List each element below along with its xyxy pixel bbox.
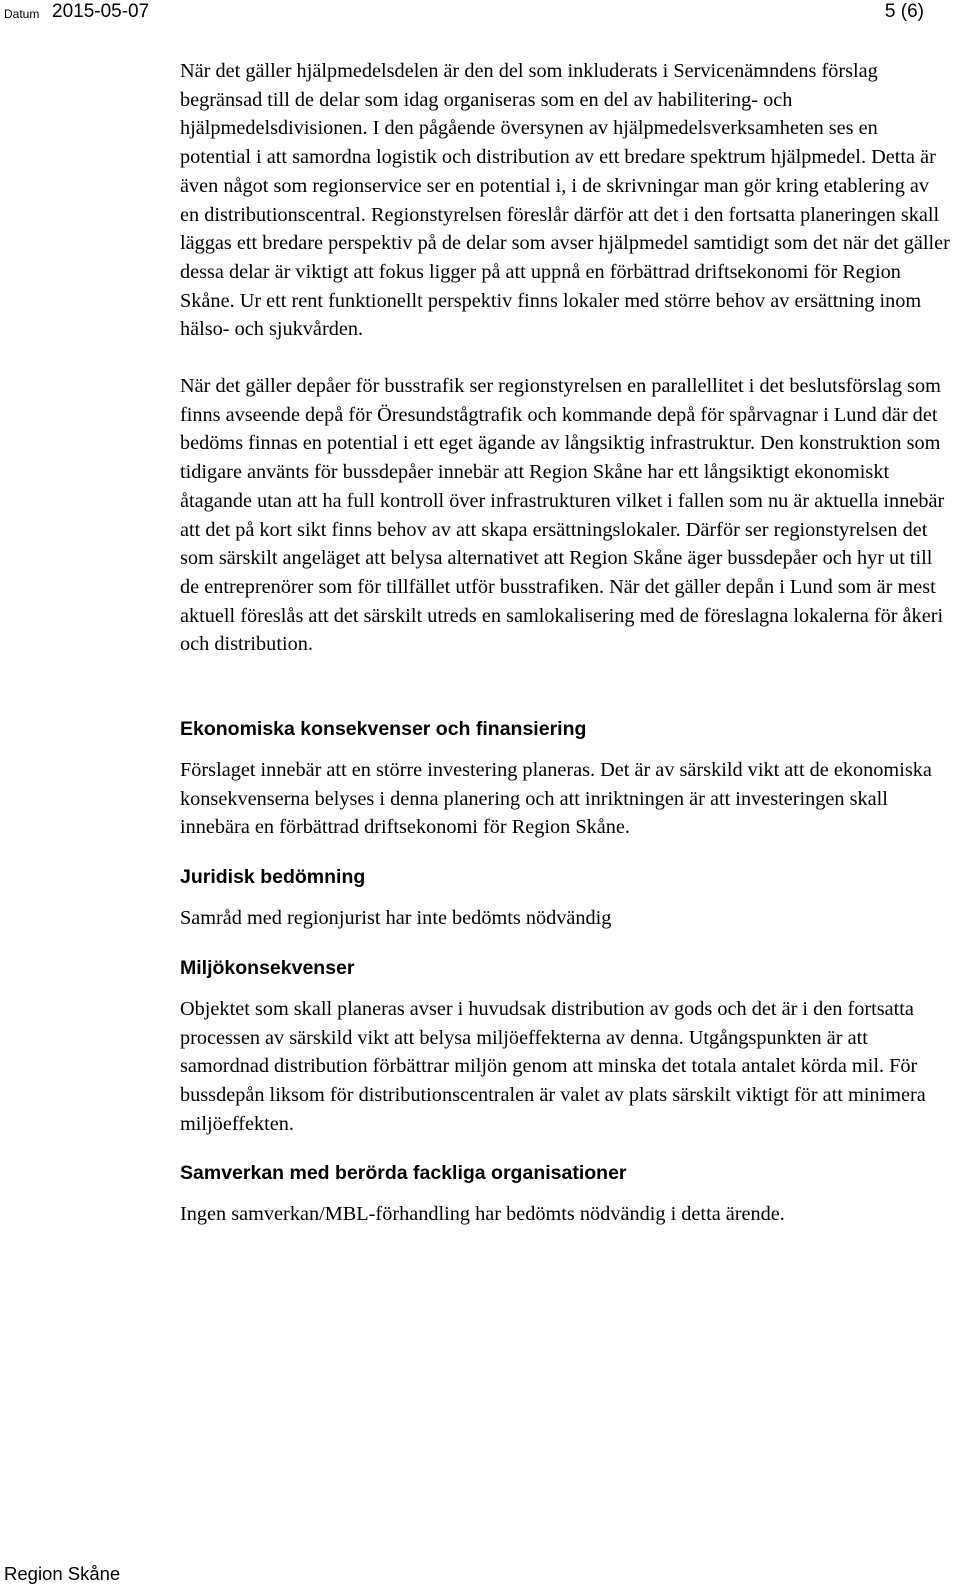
paragraph-samverkan: Ingen samverkan/MBL-förhandling har bedömts nödvändig i detta ärende. (180, 1203, 785, 1226)
paragraph-hjalpmedel: När det gäller hjälpmedelsdelen är den del som inkluderats i Servicenämndens förslag begränsad till de delar som idag organiseras som en del av habilitering- och hjälpmedelsdivisionen. I den pågående översynen av hjälpmedelsverksamheten ses en potential i att samordna logistik och distribution av ett bredare spektrum hjälpmedel. Detta är även något som regionservice ser en potential i, i de skrivningar man gör kring etablering av en distributionscentral. Regionstyrelsen föreslår därför att det i den fortsatta planeringen skall läggas ett bredare perspektiv på de delar som avser hjälpmedel samtidigt som det när det gäller dessa delar är viktigt att fokus ligger på att uppnå en förbättrad driftsekonomi för Region Skåne. Ur ett rent funktionellt perspektiv finns lokaler med större behov av ersättning inom hälso- och sjukvården. (180, 60, 950, 341)
document-date: 2015-05-07 (52, 1, 150, 22)
paragraph-miljokonsekvenser: Objektet som skall planeras avser i huvudsak distribution av gods och det är i den fortsatta processen av särskild vikt att belysa miljöeffekterna av denna. Utgångspunkten är att samordnad distribution förbättrar miljön genom att minska det totala antalet körda mil. För bussdepån liksom för distributionscentralen är valet av plats särskilt viktigt för att minimera miljöeffekten. (180, 997, 926, 1135)
document-body (180, 57, 950, 1229)
heading-miljokonsekvenser: Miljökonsekvenser (180, 956, 355, 979)
page-header (0, 0, 960, 24)
footer-organization: Region Skåne (4, 1563, 121, 1584)
page-number: 5 (6) (884, 1, 924, 22)
heading-samverkan: Samverkan med berörda fackliga organisationer (180, 1162, 627, 1185)
paragraph-juridisk-bedomning: Samråd med regionjurist har inte bedömts nödvändig (180, 907, 612, 930)
paragraph-bussdepaer: När det gäller depåer för busstrafik ser regionstyrelsen en parallellitet i det beslutsförslag som finns avseende depå för Öresundstågtrafik och kommande depå för spårvagnar i Lund där det bedöms finnas en potential i ett eget ägande av långsiktig infrastruktur. Den konstruktion som tidigare använts för bussdepåer innebär att Region Skåne har ett långsiktigt ekonomiskt åtagande utan att ha full kontroll över infrastrukturen vilket i fallen som nu är aktuella innebär att det på kort sikt finns behov av att skapa ersättningslokaler. Därför ser regionstyrelsen det som särskilt angeläget att belysa alternativet att Region Skåne äger bussdepåer och hyr ut till de entreprenörer som för tillfället utför busstrafiken. När det gäller depån i Lund som är mest aktuell föreslås att det särskilt utreds en samlokalisering med de föreslagna lokalerna för åkeri och distribution. (180, 375, 945, 656)
heading-juridisk-bedomning: Juridisk bedömning (180, 866, 366, 889)
date-label: Datum (4, 7, 40, 21)
paragraph-ekonomiska-konsekvenser: Förslaget innebär att en större investering planeras. Det är av särskild vikt att de ekonomiska konsekvenserna belyses i denna planering och att inriktningen är att investeringen skall innebära en förbättrad driftsekonomi för Region Skåne. (180, 759, 932, 839)
heading-ekonomiska-konsekvenser: Ekonomiska konsekvenser och finansiering (180, 718, 587, 741)
